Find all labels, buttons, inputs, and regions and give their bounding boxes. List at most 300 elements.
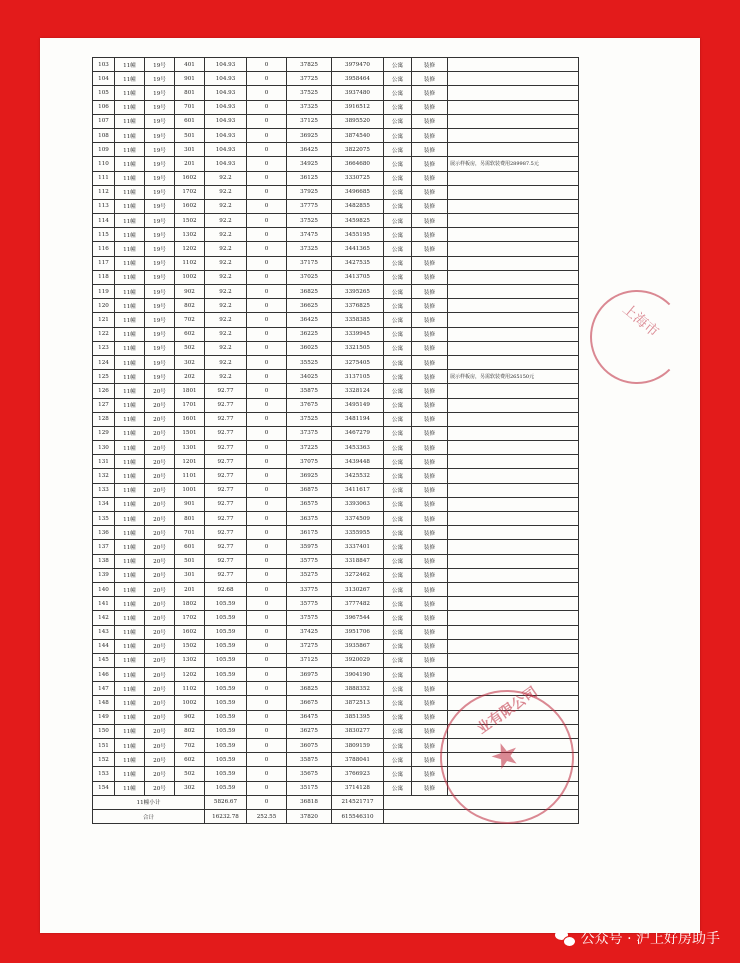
- type-cell: 公寓: [384, 114, 412, 128]
- building-cell: 11幢: [115, 327, 145, 341]
- type-cell: 公寓: [384, 724, 412, 738]
- decoration-cell: 装修: [412, 214, 448, 228]
- building-cell: 11幢: [115, 540, 145, 554]
- note-cell: [448, 398, 579, 412]
- room-cell: 202: [175, 370, 205, 384]
- unit-price-cell: 37725: [287, 72, 332, 86]
- type-cell: 公寓: [384, 398, 412, 412]
- unit-cell: 20号: [145, 540, 175, 554]
- note-cell: [448, 185, 579, 199]
- table-row: [93, 228, 579, 242]
- unit-price-cell: 34025: [287, 370, 332, 384]
- decoration-cell: 装修: [412, 611, 448, 625]
- note-cell: [448, 384, 579, 398]
- unit-cell: 19号: [145, 199, 175, 213]
- type-cell: 公寓: [384, 199, 412, 213]
- unit-cell: 19号: [145, 341, 175, 355]
- note-cell: [448, 128, 579, 142]
- area-cell: 92.77: [205, 540, 247, 554]
- decoration-cell: 装修: [412, 199, 448, 213]
- total-price-cell: 3427535: [332, 256, 384, 270]
- table-row: [93, 384, 579, 398]
- unit-cell: 20号: [145, 710, 175, 724]
- row-number-cell: 108: [93, 128, 115, 142]
- total-price-cell: 3318847: [332, 554, 384, 568]
- table-row: [93, 100, 579, 114]
- area-cell: 92.2: [205, 228, 247, 242]
- col-zero-cell: 0: [247, 327, 287, 341]
- row-number-cell: 120: [93, 299, 115, 313]
- col-zero-cell: 0: [247, 696, 287, 710]
- total-price-cell: 3482855: [332, 199, 384, 213]
- seal-star-icon: ★: [484, 731, 527, 781]
- building-cell: 11幢: [115, 228, 145, 242]
- total-price-cell: 3459825: [332, 214, 384, 228]
- unit-price-cell: 36925: [287, 469, 332, 483]
- row-number-cell: 139: [93, 568, 115, 582]
- type-cell: 公寓: [384, 597, 412, 611]
- room-cell: 602: [175, 327, 205, 341]
- area-cell: 104.93: [205, 72, 247, 86]
- col-zero-cell: 0: [247, 668, 287, 682]
- col-zero-cell: 0: [247, 512, 287, 526]
- price-cell: 36818: [287, 795, 332, 809]
- col-zero-cell: 0: [247, 58, 287, 72]
- type-cell: 公寓: [384, 526, 412, 540]
- building-cell: 11幢: [115, 313, 145, 327]
- room-cell: 1001: [175, 483, 205, 497]
- type-cell: 公寓: [384, 185, 412, 199]
- unit-price-cell: 36575: [287, 497, 332, 511]
- type-cell: 公寓: [384, 341, 412, 355]
- total-price-cell: 3137105: [332, 370, 384, 384]
- unit-price-cell: 37575: [287, 611, 332, 625]
- table-row: [93, 341, 579, 355]
- col-zero-cell: 0: [247, 412, 287, 426]
- total-price-cell: 3920029: [332, 653, 384, 667]
- area-cell: 92.2: [205, 185, 247, 199]
- room-cell: 1302: [175, 228, 205, 242]
- room-cell: 702: [175, 313, 205, 327]
- unit-price-cell: 37525: [287, 412, 332, 426]
- area-cell: 92.2: [205, 214, 247, 228]
- area-cell: 105.59: [205, 781, 247, 795]
- table-row: [93, 668, 579, 682]
- col-zero-cell: 0: [247, 483, 287, 497]
- area-cell: 104.93: [205, 157, 247, 171]
- note-cell: 展示样板房，另需软装费用265150元: [448, 370, 579, 384]
- type-cell: 公寓: [384, 540, 412, 554]
- room-cell: 602: [175, 753, 205, 767]
- table-row: [93, 86, 579, 100]
- type-cell: 公寓: [384, 455, 412, 469]
- building-cell: 11幢: [115, 554, 145, 568]
- room-cell: 1302: [175, 653, 205, 667]
- building-cell: 11幢: [115, 611, 145, 625]
- area-cell: 105.59: [205, 753, 247, 767]
- note-cell: [448, 611, 579, 625]
- type-cell: 公寓: [384, 753, 412, 767]
- area-cell: 92.77: [205, 554, 247, 568]
- note-cell: [448, 568, 579, 582]
- unit-cell: 20号: [145, 426, 175, 440]
- row-number-cell: 140: [93, 582, 115, 596]
- unit-price-cell: 35875: [287, 753, 332, 767]
- unit-cell: 20号: [145, 739, 175, 753]
- type-cell: 公寓: [384, 710, 412, 724]
- area-cell: 92.77: [205, 398, 247, 412]
- decoration-cell: 装修: [412, 299, 448, 313]
- unit-cell: 19号: [145, 256, 175, 270]
- total-price-cell: 3339945: [332, 327, 384, 341]
- price-cell: 37820: [287, 809, 332, 823]
- unit-cell: 19号: [145, 58, 175, 72]
- area-cell: 104.93: [205, 128, 247, 142]
- row-number-cell: 115: [93, 228, 115, 242]
- col-zero-cell: 0: [247, 682, 287, 696]
- building-cell: 11幢: [115, 100, 145, 114]
- type-cell: 公寓: [384, 554, 412, 568]
- row-number-cell: 122: [93, 327, 115, 341]
- building-cell: 11幢: [115, 512, 145, 526]
- unit-price-cell: 36625: [287, 299, 332, 313]
- area-cell: 104.93: [205, 114, 247, 128]
- building-cell: 11幢: [115, 384, 145, 398]
- unit-price-cell: 36925: [287, 128, 332, 142]
- type-cell: 公寓: [384, 739, 412, 753]
- note-cell: [448, 483, 579, 497]
- decoration-cell: 装修: [412, 653, 448, 667]
- col-zero-cell: 0: [247, 128, 287, 142]
- col-zero-cell: 0: [247, 228, 287, 242]
- row-number-cell: 119: [93, 285, 115, 299]
- unit-cell: 20号: [145, 724, 175, 738]
- col-zero-cell: 0: [247, 355, 287, 369]
- col-zero-cell: 0: [247, 114, 287, 128]
- row-number-cell: 121: [93, 313, 115, 327]
- decoration-cell: 装修: [412, 256, 448, 270]
- unit-cell: 19号: [145, 86, 175, 100]
- total-price-cell: 3951706: [332, 625, 384, 639]
- area-cell: 104.93: [205, 58, 247, 72]
- note-cell: [448, 469, 579, 483]
- decoration-cell: 装修: [412, 242, 448, 256]
- type-cell: 公寓: [384, 568, 412, 582]
- note-cell: [448, 582, 579, 596]
- unit-price-cell: 36825: [287, 285, 332, 299]
- unit-price-cell: 37325: [287, 242, 332, 256]
- unit-cell: 20号: [145, 668, 175, 682]
- decoration-cell: 装修: [412, 526, 448, 540]
- building-cell: 11幢: [115, 355, 145, 369]
- area-cell: 92.2: [205, 313, 247, 327]
- row-number-cell: 153: [93, 767, 115, 781]
- type-cell: 公寓: [384, 611, 412, 625]
- type-cell: 公寓: [384, 512, 412, 526]
- unit-cell: 20号: [145, 483, 175, 497]
- unit-cell: 19号: [145, 242, 175, 256]
- note-cell: [448, 143, 579, 157]
- room-cell: 1202: [175, 242, 205, 256]
- note-cell: [448, 86, 579, 100]
- total-price-cell: 3439448: [332, 455, 384, 469]
- room-cell: 802: [175, 724, 205, 738]
- col-zero-cell: 0: [247, 625, 287, 639]
- total-price-cell: 3272462: [332, 568, 384, 582]
- area-cell: 105.59: [205, 739, 247, 753]
- note-cell: [448, 653, 579, 667]
- room-cell: 501: [175, 554, 205, 568]
- type-cell: 公寓: [384, 426, 412, 440]
- type-cell: 公寓: [384, 214, 412, 228]
- unit-price-cell: 36475: [287, 710, 332, 724]
- room-cell: 1702: [175, 185, 205, 199]
- total-price-cell: 3874540: [332, 128, 384, 142]
- red-company-seal: [440, 684, 574, 824]
- type-cell: 公寓: [384, 469, 412, 483]
- total-price-cell: 3937480: [332, 86, 384, 100]
- total-price-cell: 3822075: [332, 143, 384, 157]
- col-zero-cell: 0: [247, 242, 287, 256]
- unit-cell: 19号: [145, 228, 175, 242]
- row-number-cell: 117: [93, 256, 115, 270]
- unit-cell: 20号: [145, 384, 175, 398]
- col-zero-cell: 0: [247, 526, 287, 540]
- room-cell: 802: [175, 299, 205, 313]
- col-zero-cell: 0: [247, 313, 287, 327]
- table-row: [93, 370, 579, 384]
- building-cell: 11幢: [115, 199, 145, 213]
- area-cell: 105.59: [205, 611, 247, 625]
- footer-text: 公众号 · 沪上好房助手: [580, 931, 720, 947]
- table-row: [93, 412, 579, 426]
- building-cell: 11幢: [115, 639, 145, 653]
- decoration-cell: 装修: [412, 341, 448, 355]
- decoration-cell: 装修: [412, 58, 448, 72]
- type-cell: 公寓: [384, 285, 412, 299]
- note-cell: [448, 625, 579, 639]
- total-price-cell: 3337401: [332, 540, 384, 554]
- row-number-cell: 124: [93, 355, 115, 369]
- building-cell: 11幢: [115, 682, 145, 696]
- total-price-cell: 3935867: [332, 639, 384, 653]
- room-cell: 901: [175, 497, 205, 511]
- table-row: [93, 653, 579, 667]
- unit-price-cell: 37225: [287, 441, 332, 455]
- col-zero-cell: 0: [247, 86, 287, 100]
- table-row: [93, 185, 579, 199]
- building-cell: 11幢: [115, 242, 145, 256]
- row-number-cell: 129: [93, 426, 115, 440]
- row-number-cell: 131: [93, 455, 115, 469]
- decoration-cell: 装修: [412, 512, 448, 526]
- type-cell: 公寓: [384, 270, 412, 284]
- col-zero-cell: 0: [247, 143, 287, 157]
- total-price-cell: 3830277: [332, 724, 384, 738]
- total-price-cell: 3967544: [332, 611, 384, 625]
- table-row: [93, 128, 579, 142]
- table-row: [93, 497, 579, 511]
- table-row: [93, 540, 579, 554]
- table-row: [93, 611, 579, 625]
- building-cell: 11幢: [115, 370, 145, 384]
- room-cell: 1102: [175, 256, 205, 270]
- note-cell: [448, 526, 579, 540]
- unit-cell: 20号: [145, 696, 175, 710]
- table-row: [93, 455, 579, 469]
- building-cell: 11幢: [115, 398, 145, 412]
- col-zero-cell: 0: [247, 299, 287, 313]
- total-price-cell: 3374509: [332, 512, 384, 526]
- unit-price-cell: 37275: [287, 639, 332, 653]
- row-number-cell: 149: [93, 710, 115, 724]
- note-cell: [448, 256, 579, 270]
- col-zero-cell: 0: [247, 554, 287, 568]
- room-cell: 1702: [175, 611, 205, 625]
- decoration-cell: 装修: [412, 171, 448, 185]
- type-cell: 公寓: [384, 128, 412, 142]
- note-cell: [448, 327, 579, 341]
- total-price-cell: 3130267: [332, 582, 384, 596]
- room-cell: 1202: [175, 668, 205, 682]
- col-zero-cell: 0: [247, 455, 287, 469]
- unit-cell: 20号: [145, 455, 175, 469]
- note-cell: [448, 313, 579, 327]
- total-price-cell: 3495149: [332, 398, 384, 412]
- total-price-cell: 3496685: [332, 185, 384, 199]
- total-price-cell: 3358385: [332, 313, 384, 327]
- total-price-cell: 3714128: [332, 781, 384, 795]
- decoration-cell: 装修: [412, 696, 448, 710]
- decoration-cell: 装修: [412, 285, 448, 299]
- decoration-cell: 装修: [412, 469, 448, 483]
- unit-price-cell: 37525: [287, 86, 332, 100]
- room-cell: 1201: [175, 455, 205, 469]
- unit-cell: 20号: [145, 512, 175, 526]
- unit-cell: 19号: [145, 100, 175, 114]
- decoration-cell: 装修: [412, 441, 448, 455]
- unit-cell: 20号: [145, 682, 175, 696]
- table-row: [93, 568, 579, 582]
- room-cell: 502: [175, 341, 205, 355]
- note-cell: [448, 270, 579, 284]
- area-cell: 92.2: [205, 270, 247, 284]
- area-cell: 92.77: [205, 483, 247, 497]
- building-cell: 11幢: [115, 753, 145, 767]
- unit-cell: 20号: [145, 398, 175, 412]
- decoration-cell: 装修: [412, 554, 448, 568]
- col-zero-cell: 0: [247, 100, 287, 114]
- total-price-cell: 3413705: [332, 270, 384, 284]
- row-number-cell: 112: [93, 185, 115, 199]
- building-cell: 11幢: [115, 710, 145, 724]
- note-cell: [448, 455, 579, 469]
- area-cell: 92.2: [205, 199, 247, 213]
- decoration-cell: 装修: [412, 157, 448, 171]
- total-price-cell: 3809159: [332, 739, 384, 753]
- room-cell: 302: [175, 355, 205, 369]
- unit-price-cell: 37775: [287, 199, 332, 213]
- row-number-cell: 126: [93, 384, 115, 398]
- note-cell: [448, 171, 579, 185]
- unit-price-cell: 37125: [287, 653, 332, 667]
- unit-price-cell: 37325: [287, 100, 332, 114]
- row-number-cell: 106: [93, 100, 115, 114]
- row-number-cell: 152: [93, 753, 115, 767]
- total-price-cell: 3453363: [332, 441, 384, 455]
- row-number-cell: 128: [93, 412, 115, 426]
- table-row: [93, 143, 579, 157]
- room-cell: 201: [175, 582, 205, 596]
- col-zero-cell: 0: [247, 639, 287, 653]
- unit-cell: 20号: [145, 469, 175, 483]
- table-row: [93, 313, 579, 327]
- decoration-cell: 装修: [412, 455, 448, 469]
- area-cell: 92.2: [205, 242, 247, 256]
- total-price-cell: 3766923: [332, 767, 384, 781]
- unit-cell: 20号: [145, 767, 175, 781]
- decoration-cell: 装修: [412, 398, 448, 412]
- table-row: [93, 469, 579, 483]
- row-number-cell: 109: [93, 143, 115, 157]
- total-price-cell: 3455195: [332, 228, 384, 242]
- total-price-cell: 3888352: [332, 682, 384, 696]
- area-cell: 105.59: [205, 767, 247, 781]
- building-cell: 11幢: [115, 483, 145, 497]
- building-cell: 11幢: [115, 157, 145, 171]
- unit-cell: 19号: [145, 370, 175, 384]
- unit-price-cell: 35175: [287, 781, 332, 795]
- area-cell: 105.59: [205, 639, 247, 653]
- building-cell: 11幢: [115, 668, 145, 682]
- col-zero-cell: 0: [247, 582, 287, 596]
- table-row: [93, 441, 579, 455]
- unit-price-cell: 35675: [287, 767, 332, 781]
- watermark-footer: [555, 928, 720, 948]
- type-cell: 公寓: [384, 653, 412, 667]
- note-cell: [448, 497, 579, 511]
- building-cell: 11幢: [115, 597, 145, 611]
- unit-cell: 19号: [145, 128, 175, 142]
- unit-price-cell: 37675: [287, 398, 332, 412]
- col-zero-cell: 0: [247, 341, 287, 355]
- decoration-cell: 装修: [412, 327, 448, 341]
- label-cell: 合计: [93, 809, 205, 823]
- room-cell: 501: [175, 128, 205, 142]
- building-cell: 11幢: [115, 497, 145, 511]
- building-cell: 11幢: [115, 781, 145, 795]
- col-zero-cell: 0: [247, 285, 287, 299]
- table-row: [93, 72, 579, 86]
- area-cell: 92.77: [205, 384, 247, 398]
- unit-cell: 19号: [145, 185, 175, 199]
- building-cell: 11幢: [115, 568, 145, 582]
- col-zero-cell: 0: [247, 611, 287, 625]
- type-cell: 公寓: [384, 143, 412, 157]
- unit-price-cell: 37475: [287, 228, 332, 242]
- type-cell: 公寓: [384, 625, 412, 639]
- unit-cell: 20号: [145, 611, 175, 625]
- col-zero-cell: 0: [247, 568, 287, 582]
- decoration-cell: 装修: [412, 270, 448, 284]
- type-cell: 公寓: [384, 696, 412, 710]
- decoration-cell: 装修: [412, 384, 448, 398]
- table-row: [93, 483, 579, 497]
- room-cell: 701: [175, 100, 205, 114]
- unit-cell: 19号: [145, 171, 175, 185]
- room-cell: 401: [175, 58, 205, 72]
- building-cell: 11幢: [115, 767, 145, 781]
